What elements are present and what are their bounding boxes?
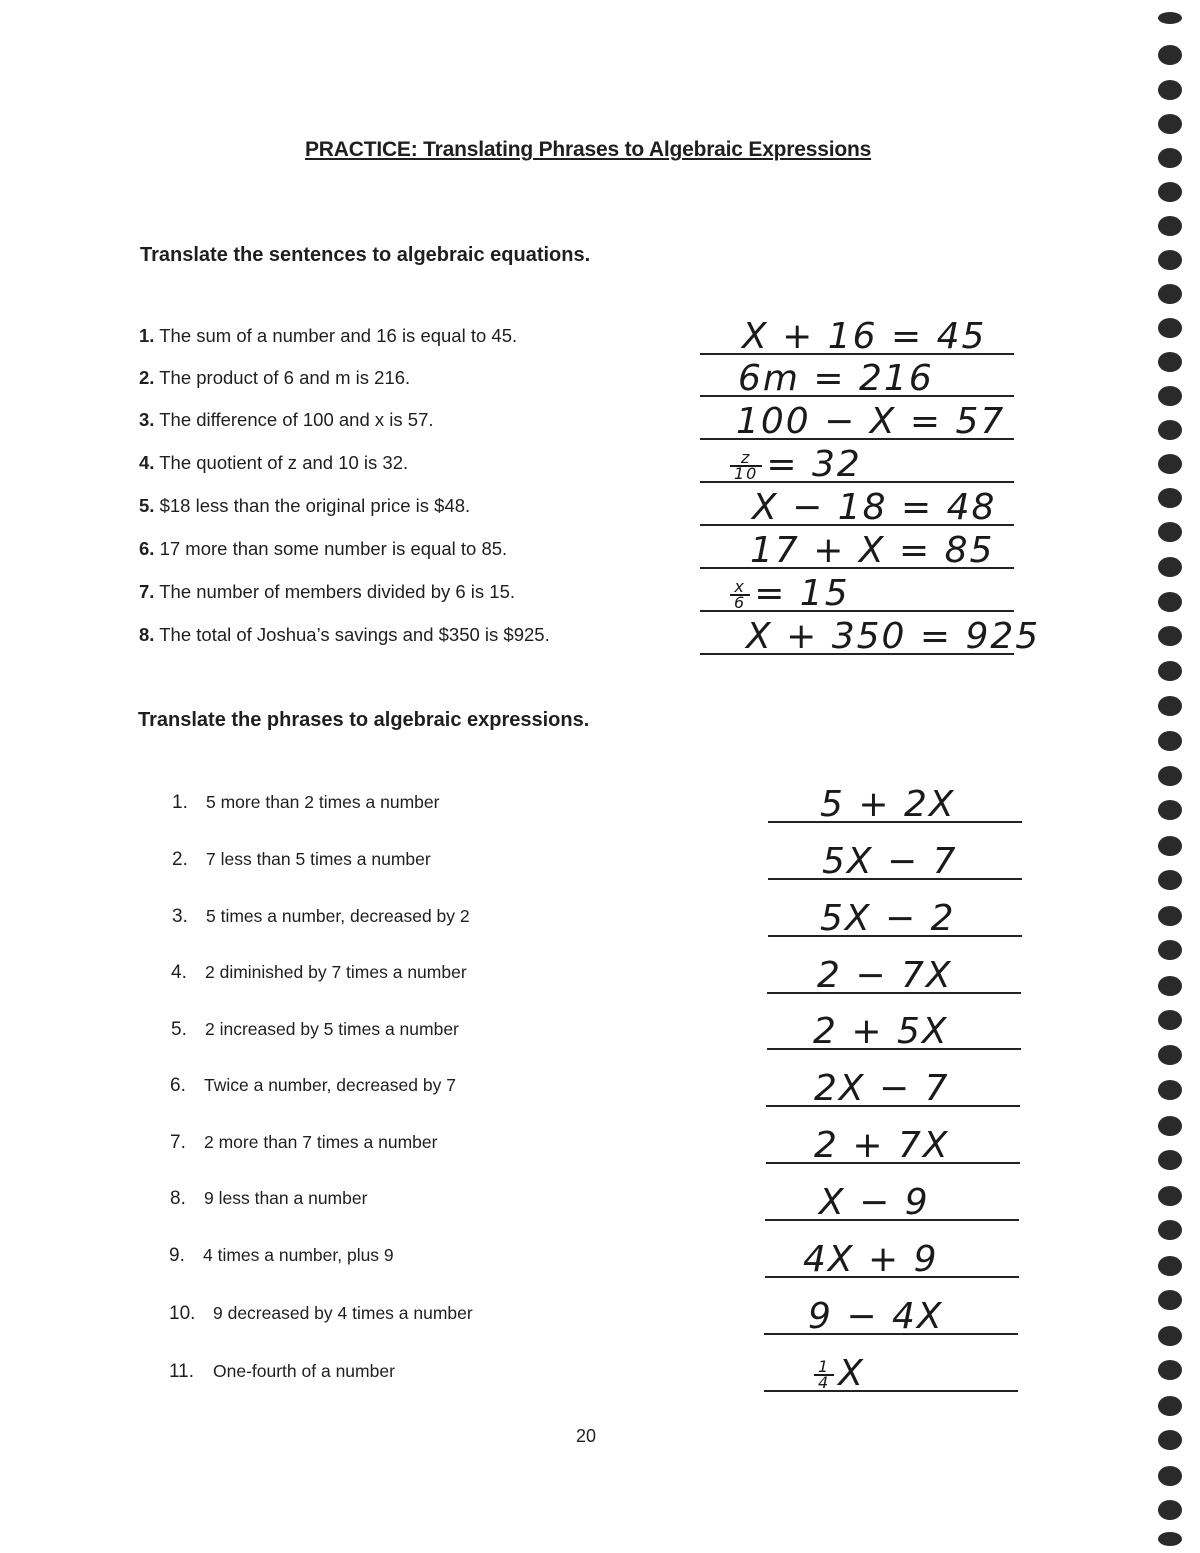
answer-line[interactable] bbox=[700, 439, 1014, 483]
handwritten-fraction: $\frac{1}{4}$ bbox=[814, 1360, 834, 1390]
handwritten-answer: 100 − X = 57 bbox=[736, 401, 1006, 442]
binding-hole bbox=[1158, 80, 1182, 100]
binding-hole bbox=[1158, 114, 1182, 134]
handwritten-fraction: $\frac{z}{10}$ bbox=[730, 451, 762, 481]
phrase-item: 9. 4 times a number, plus 9 bbox=[169, 1245, 394, 1266]
binding-hole bbox=[1158, 148, 1182, 168]
binding-hole bbox=[1158, 1430, 1182, 1450]
sentence-item: 3. The difference of 100 and x is 57. bbox=[139, 409, 434, 430]
handwritten-answer: X + 350 = 925 bbox=[746, 616, 1041, 657]
binding-hole bbox=[1158, 182, 1182, 202]
answer-line[interactable] bbox=[768, 893, 1022, 937]
binding-hole bbox=[1158, 1010, 1182, 1030]
answer-line[interactable] bbox=[767, 1006, 1021, 1050]
binding-hole bbox=[1158, 940, 1182, 960]
phrase-item: 6. Twice a number, decreased by 7 bbox=[170, 1075, 456, 1096]
answer-line[interactable] bbox=[764, 1291, 1018, 1335]
answer-line[interactable] bbox=[700, 611, 1041, 657]
sentence-item: 1. The sum of a number and 16 is equal to 45. bbox=[139, 325, 518, 346]
binding-hole bbox=[1158, 1466, 1182, 1486]
binding-hole bbox=[1158, 488, 1182, 508]
binding-hole bbox=[1158, 1256, 1182, 1276]
handwritten-answer: 5X − 2 bbox=[820, 898, 956, 939]
handwritten-answer: $\frac{z}{10}$ = 32 bbox=[730, 444, 862, 485]
phrase-item: 2. 7 less than 5 times a number bbox=[172, 849, 431, 870]
binding-hole bbox=[1158, 420, 1182, 440]
binding-hole bbox=[1158, 766, 1182, 786]
page-title: PRACTICE: Translating Phrases to Algebraic Expressions bbox=[305, 138, 872, 161]
handwritten-answer: 2 + 7X bbox=[814, 1125, 950, 1166]
answer-line[interactable] bbox=[700, 311, 1014, 355]
binding-hole bbox=[1158, 800, 1182, 820]
binding-hole bbox=[1158, 1080, 1182, 1100]
answer-line[interactable] bbox=[768, 779, 1022, 823]
binding-hole bbox=[1158, 1150, 1182, 1170]
binding-hole bbox=[1158, 1396, 1182, 1416]
binding-hole bbox=[1158, 1186, 1182, 1206]
handwritten-answer: X + 16 = 45 bbox=[742, 316, 987, 357]
handwritten-answer: 4X + 9 bbox=[803, 1239, 939, 1280]
answer-line[interactable] bbox=[764, 1348, 1018, 1392]
handwritten-answer: 2X − 7 bbox=[814, 1068, 950, 1109]
binding-hole bbox=[1158, 976, 1182, 996]
binding-hole bbox=[1158, 12, 1182, 24]
sentence-item: 5. $18 less than the original price is $48. bbox=[139, 495, 471, 516]
answer-line[interactable] bbox=[700, 353, 1014, 397]
answer-line[interactable] bbox=[766, 1120, 1020, 1164]
binding-hole bbox=[1158, 1220, 1182, 1240]
phrase-item: 1. 5 more than 2 times a number bbox=[172, 792, 440, 813]
answer-line[interactable] bbox=[767, 950, 1021, 994]
binding-hole bbox=[1158, 216, 1182, 236]
handwritten-answer: 9 − 4X bbox=[808, 1296, 944, 1337]
sentences-heading: Translate the sentences to algebraic equations. bbox=[140, 244, 591, 266]
page-number: 20 bbox=[576, 1426, 597, 1446]
phrases-heading: Translate the phrases to algebraic expressions. bbox=[138, 709, 590, 731]
phrase-item: 10. 9 decreased by 4 times a number bbox=[169, 1303, 473, 1324]
binding-hole bbox=[1158, 1532, 1182, 1546]
binding-hole bbox=[1158, 661, 1182, 681]
phrase-item: 7. 2 more than 7 times a number bbox=[170, 1132, 438, 1153]
handwritten-answer: $\frac{x}{6}$ = 15 bbox=[730, 573, 850, 614]
handwritten-answer: 5X − 7 bbox=[822, 841, 958, 882]
binding-hole bbox=[1158, 1500, 1182, 1520]
handwritten-answer: 6m = 216 bbox=[738, 358, 934, 399]
handwritten-answer: 17 + X = 85 bbox=[750, 530, 995, 571]
phrase-item: 8. 9 less than a number bbox=[170, 1188, 368, 1209]
sentence-item: 7. The number of members divided by 6 is 15. bbox=[139, 581, 516, 602]
binding-hole bbox=[1158, 1290, 1182, 1310]
answer-line[interactable] bbox=[768, 836, 1022, 880]
binding-hole bbox=[1158, 557, 1182, 577]
answer-line[interactable] bbox=[700, 568, 1014, 612]
binding-hole bbox=[1158, 696, 1182, 716]
answer-line[interactable] bbox=[700, 482, 1014, 526]
binding-hole bbox=[1158, 522, 1182, 542]
binding-hole bbox=[1158, 454, 1182, 474]
answer-line[interactable] bbox=[700, 525, 1014, 569]
binding-hole bbox=[1158, 250, 1182, 270]
phrase-item: 3. 5 times a number, decreased by 2 bbox=[172, 906, 470, 927]
binding-hole bbox=[1158, 626, 1182, 646]
phrase-item: 4. 2 diminished by 7 times a number bbox=[171, 962, 467, 983]
handwritten-answer: X − 18 = 48 bbox=[752, 487, 997, 528]
handwritten-answer: $\frac{1}{4}$ X bbox=[814, 1353, 865, 1394]
handwritten-fraction: $\frac{x}{6}$ bbox=[730, 580, 750, 610]
handwritten-answer: 5 + 2X bbox=[820, 784, 956, 825]
binding-hole bbox=[1158, 1116, 1182, 1136]
answer-line[interactable] bbox=[766, 1063, 1020, 1107]
binding-hole bbox=[1158, 352, 1182, 372]
answer-line[interactable] bbox=[765, 1177, 1019, 1221]
binding-hole bbox=[1158, 386, 1182, 406]
phrase-item: 11. One-fourth of a number bbox=[169, 1361, 395, 1382]
sentence-item: 6. 17 more than some number is equal to 85. bbox=[139, 538, 508, 559]
sentence-item: 8. The total of Joshua’s savings and $350 is $925. bbox=[139, 624, 550, 645]
handwritten-answer: X − 9 bbox=[819, 1182, 930, 1223]
binding-hole bbox=[1158, 870, 1182, 890]
spiral-binding bbox=[1150, 0, 1200, 1553]
binding-hole bbox=[1158, 284, 1182, 304]
binding-hole bbox=[1158, 1045, 1182, 1065]
handwritten-answer: 2 − 7X bbox=[817, 955, 953, 996]
answer-line[interactable] bbox=[765, 1234, 1019, 1278]
binding-hole bbox=[1158, 1326, 1182, 1346]
answer-line[interactable] bbox=[700, 396, 1014, 440]
sentence-item: 4. The quotient of z and 10 is 32. bbox=[139, 452, 409, 473]
binding-hole bbox=[1158, 592, 1182, 612]
binding-hole bbox=[1158, 906, 1182, 926]
phrase-item: 5. 2 increased by 5 times a number bbox=[171, 1019, 459, 1040]
sentence-item: 2. The product of 6 and m is 216. bbox=[139, 367, 411, 388]
binding-hole bbox=[1158, 836, 1182, 856]
binding-hole bbox=[1158, 1360, 1182, 1380]
binding-hole bbox=[1158, 45, 1182, 65]
handwritten-answer: 2 + 5X bbox=[813, 1011, 949, 1052]
binding-hole bbox=[1158, 318, 1182, 338]
binding-hole bbox=[1158, 731, 1182, 751]
